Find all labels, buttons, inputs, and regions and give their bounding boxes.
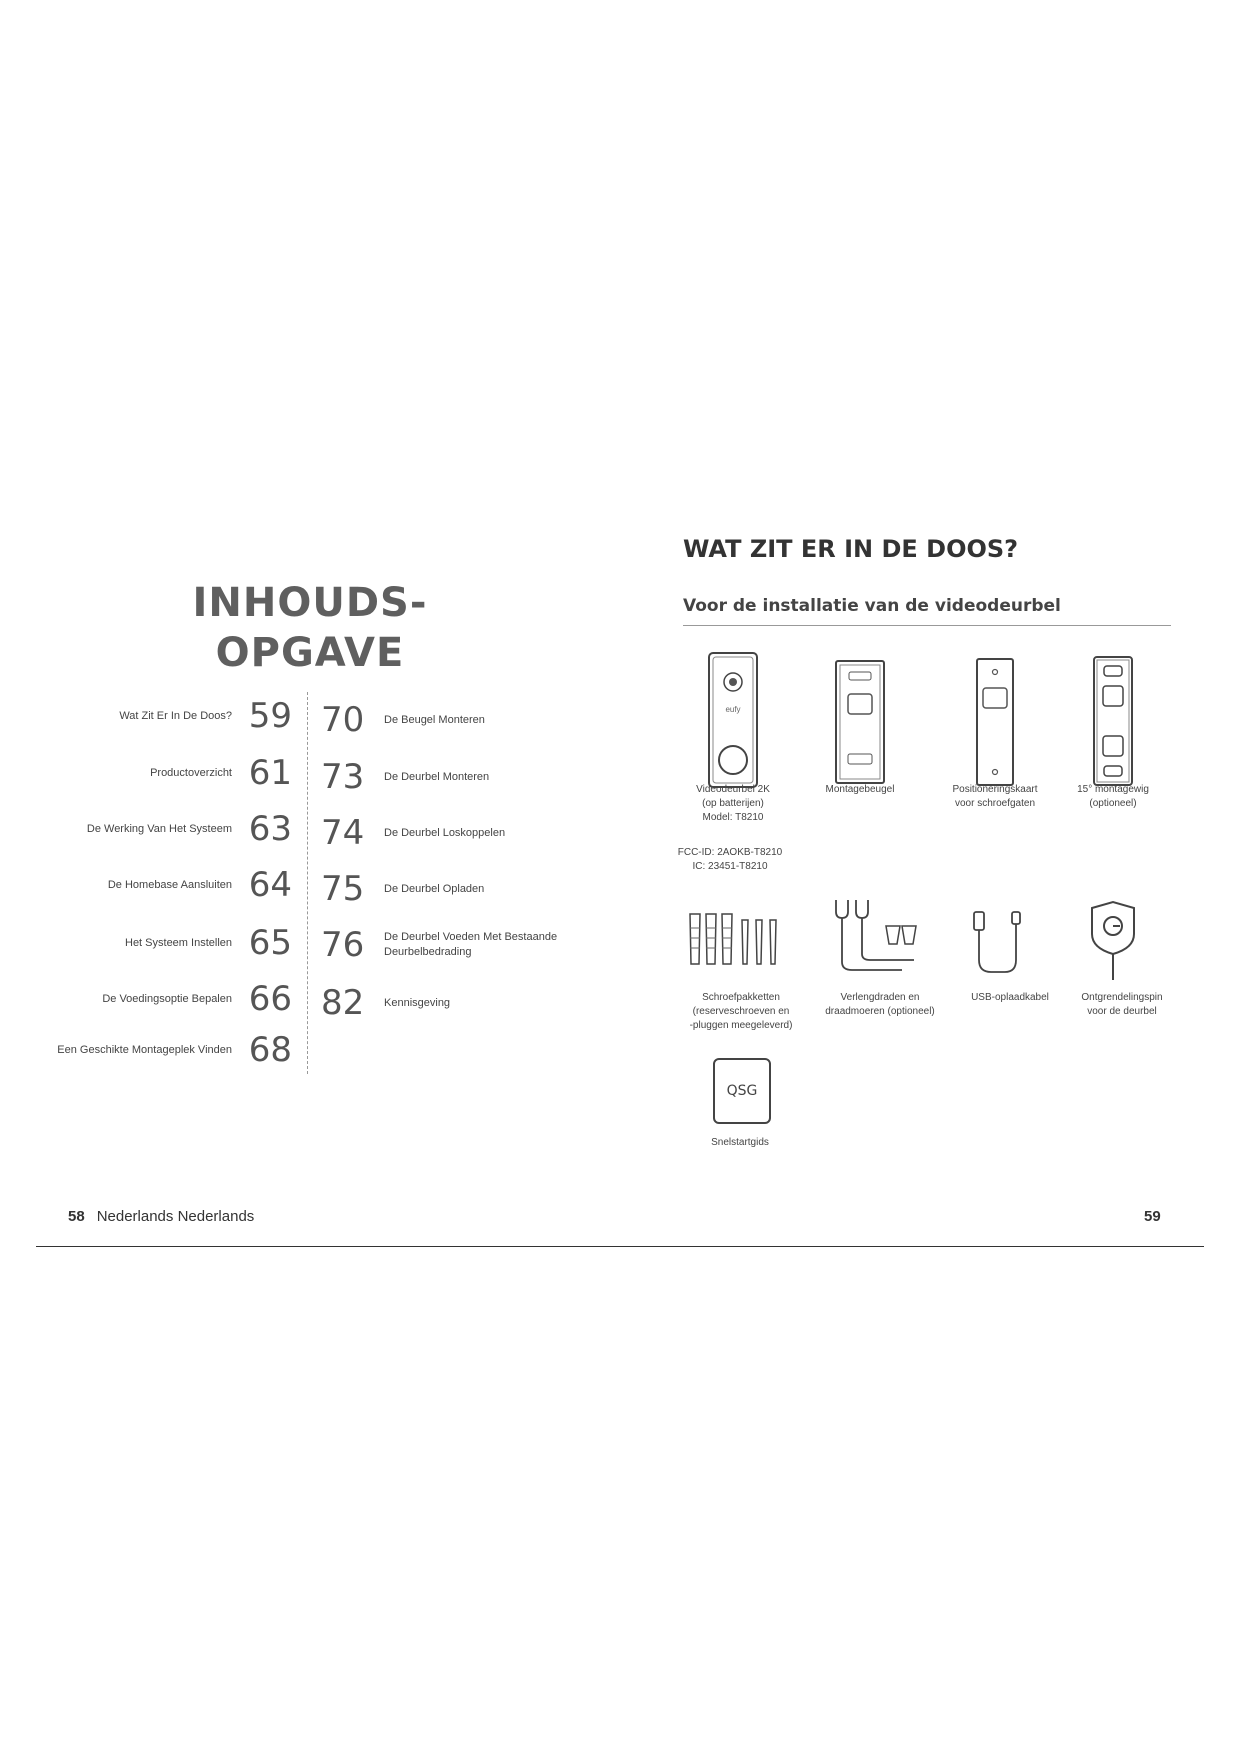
item-caption-doorbell: Videodeurbel 2K (op batterijen) Model: T8210	[696, 784, 770, 823]
doorbell-brand-label: eufy	[725, 705, 741, 714]
toc-entry-page: 76	[321, 925, 365, 965]
toc-entry[interactable]	[318, 751, 568, 803]
toc-entry[interactable]	[60, 803, 350, 855]
toc-entry-label: Een Geschikte Montageplek Vinden	[57, 1043, 232, 1056]
toc-entry[interactable]	[318, 977, 568, 1029]
toc-entry-label: De Homebase Aansluiten	[107, 878, 232, 891]
toc-entry-page: 59	[248, 696, 292, 736]
qsg-booklet-icon: QSG	[713, 1058, 771, 1124]
toc-entry-page: 75	[321, 869, 365, 909]
toc-entry-label: De Deurbel Monteren	[384, 770, 490, 783]
section-title: WAT ZIT ER IN DE DOOS?	[683, 535, 1019, 563]
left-page-number: 58	[68, 1208, 85, 1225]
toc-entry-label: Wat Zit Er In De Doos?	[119, 709, 232, 722]
toc-entry-label: De Deurbel Voeden Met Bestaande Deurbelbedrading	[384, 931, 558, 958]
item-caption-positioning-card: Positioneringskaart voor schroefgaten	[952, 784, 1038, 809]
toc-entry-label: Kennisgeving	[384, 996, 451, 1009]
toc-entry-label: De Deurbel Opladen	[384, 882, 485, 895]
left-page-language: Nederlands Nederlands	[96, 1208, 255, 1225]
toc-entry-page: 65	[248, 923, 292, 963]
toc-entry-page: 70	[321, 700, 365, 740]
certification-info	[670, 846, 790, 874]
toc-entry-page: 66	[248, 979, 292, 1019]
toc-title	[130, 578, 490, 678]
toc-entry-page: 73	[321, 757, 365, 797]
ic-id: IC: 23451-T8210	[692, 861, 768, 872]
fcc-id: FCC-ID: 2AOKB-T8210	[677, 847, 783, 858]
toc-entry[interactable]	[60, 747, 350, 799]
item-caption-screws: Schroefpakketten (reserveschroeven en -pluggen meegeleverd)	[689, 992, 793, 1031]
toc-title-line1: INHOUDS-	[192, 580, 428, 626]
toc-entry-label: De Deurbel Loskoppelen	[384, 826, 506, 839]
toc-entry-page: 61	[248, 753, 292, 793]
toc-entry-page: 63	[248, 809, 292, 849]
toc-entry-page: 64	[248, 865, 292, 905]
section-subtitle: Voor de installatie van de videodeurbel	[683, 596, 1061, 616]
item-caption-usb-cable: USB-oplaadkabel	[971, 992, 1049, 1003]
toc-entry-label: De Voedingsoptie Bepalen	[102, 992, 232, 1005]
item-caption-wires: Verlengdraden en draadmoeren (optioneel)	[825, 992, 935, 1017]
toc-entry-label: Productoverzicht	[150, 766, 232, 779]
screw-pack-icon	[684, 910, 790, 970]
extension-wires-icon	[828, 896, 924, 980]
toc-entry-label: Het Systeem Instellen	[125, 936, 232, 949]
toc-entry[interactable]	[60, 690, 350, 742]
toc-entry-label: De Werking Van Het Systeem	[86, 822, 232, 835]
item-caption-bracket: Montagebeugel	[825, 784, 895, 795]
video-doorbell-icon	[708, 652, 758, 788]
toc-entry[interactable]	[318, 863, 568, 915]
toc-entry[interactable]	[318, 694, 568, 746]
right-page-number: 59	[1144, 1208, 1161, 1225]
item-caption-wedge: 15° montagewig (optioneel)	[1077, 784, 1149, 809]
toc-entry-label: De Beugel Monteren	[384, 713, 485, 726]
toc-entry[interactable]	[60, 973, 350, 1025]
toc-entry[interactable]	[57, 1024, 350, 1076]
footer-left	[68, 1208, 254, 1225]
toc-entry-page: 74	[321, 813, 365, 853]
toc-entry-page: 82	[321, 983, 365, 1023]
unlock-pin-icon	[1088, 900, 1138, 982]
toc-entry[interactable]	[60, 917, 350, 969]
subtitle-rule	[683, 625, 1171, 626]
usb-cable-icon	[968, 906, 1032, 978]
toc-entry[interactable]	[318, 807, 568, 859]
footer-rule	[36, 1246, 1204, 1247]
item-caption-unlock-pin: Ontgrendelingspin voor de deurbel	[1081, 992, 1163, 1017]
toc-entry[interactable]	[318, 919, 568, 971]
toc-title-line2: OPGAVE	[215, 630, 405, 676]
positioning-card-icon	[976, 658, 1014, 786]
mounting-bracket-icon	[835, 660, 885, 784]
item-caption-quickstart: Snelstartgids	[711, 1137, 769, 1148]
toc-entry-page: 68	[248, 1030, 292, 1070]
mounting-wedge-icon	[1093, 656, 1133, 786]
toc-entry[interactable]	[60, 859, 350, 911]
